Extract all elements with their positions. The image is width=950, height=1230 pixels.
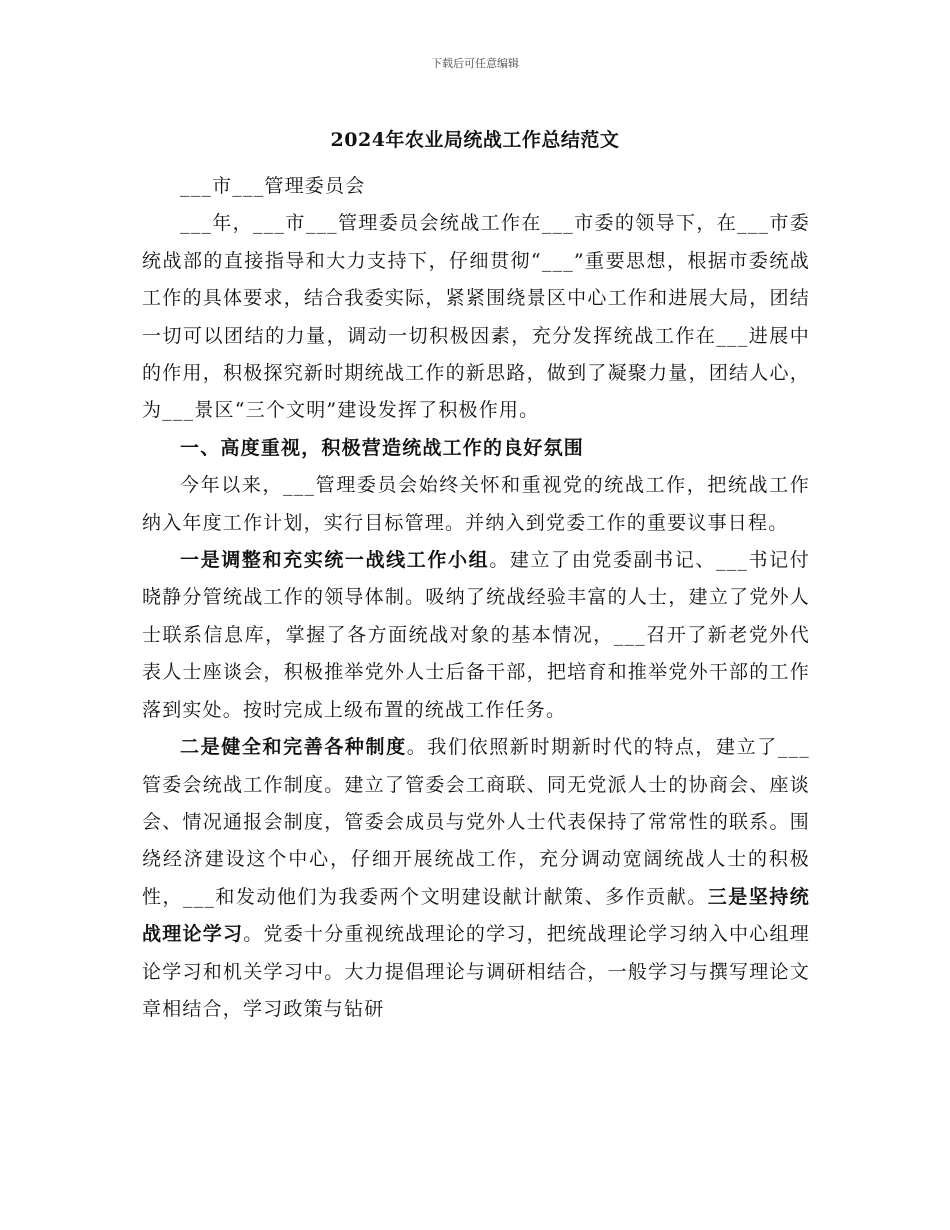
document-title: 2024年农业局统战工作总结范文 bbox=[330, 129, 620, 151]
section-heading: 一、高度重视，积极营造统战工作的良好氛围 bbox=[180, 436, 585, 459]
item-text-1: 。建立了由党委副书记、___书记付晓静分管统战工作的领导体制。吸纳了统战经验丰富的人士，建立了党外人士联系信息库，掌握了各方面统战对象的基本情况，___召开了新老党外代表人士座谈会，积极推举党外人士后备干部，把培育和推举党外干部的工作落到实处。按时完成上级布置的统战工作任务。 bbox=[142, 549, 810, 721]
item-text-2: 。我们依照新时期新时代的特点，建立了___管委会统战工作制度。建立了管委会工商联、同无党派人士的协商会、座谈会、情况通报会制度，管委会成员与党外人士代表保持了常常性的联系。围绕经济建设这个中心，仔细开展统战工作，充分调动宽阔统战人士的积极性，___和发动他们为我委两个文明建设献计献策、多作贡献。 bbox=[142, 736, 811, 908]
org-line: ___市___管理委员会 bbox=[180, 175, 366, 197]
item-paragraph-1 bbox=[142, 542, 810, 729]
section-paragraph: 今年以来，___管理委员会始终关怀和重视党的统战工作，把统战工作纳入年度工作计划，实行目标管理。并纳入到党委工作的重要议事日程。 bbox=[142, 474, 810, 534]
item-lead-3: 三是坚持统战理论学习 bbox=[142, 885, 810, 946]
page-header-note: 下载后可任意编辑 bbox=[431, 57, 519, 70]
item-text-3: 。党委十分重视统战理论的学习，把统战理论学习纳入中心组理论学习和机关学习中。大力提倡理论与调研相结合，一般学习与撰写理论文章相结合，学习政策与钻研 bbox=[142, 923, 810, 1020]
item-paragraph-2 bbox=[142, 729, 810, 1028]
intro-paragraph: ___年，___市___管理委员会统战工作在___市委的领导下，在___市委统战部的直接指导和大力支持下，仔细贯彻“___”重要思想，根据市委统战工作的具体要求，结合我委实际，紧紧围绕景区中心工作和进展大局，团结一切可以团结的力量，调动一切积极因素，充分发挥统战工作在___进展中的作用，积极探究新时期统战工作的新思路，做到了凝聚力量，团结人心，为___景区“三个文明”建设发挥了积极作用。 bbox=[142, 212, 810, 422]
item-lead-1: 一是调整和充实统一战线工作小组 bbox=[180, 549, 490, 572]
document-body bbox=[142, 168, 810, 1028]
item-lead-2: 二是健全和完善各种制度 bbox=[180, 736, 407, 759]
